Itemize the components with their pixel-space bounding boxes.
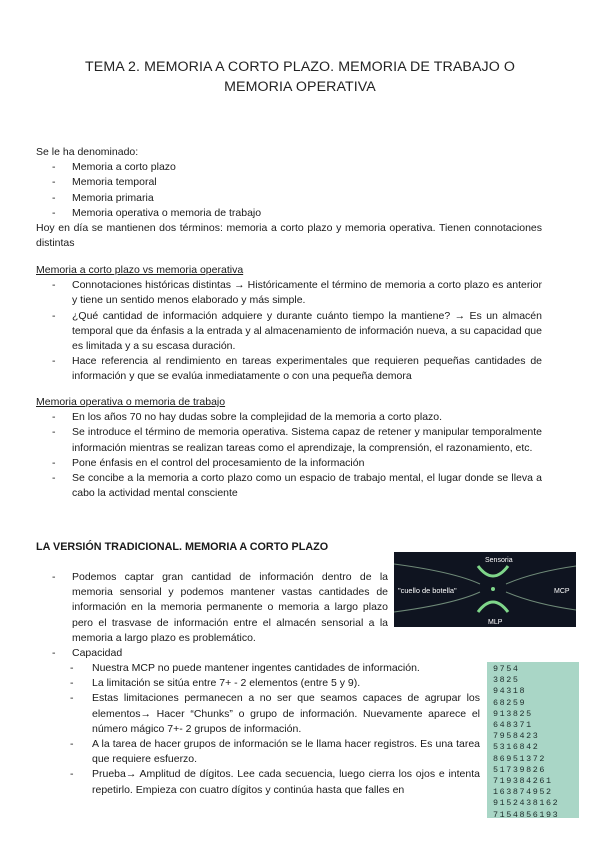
title-line-2: MEMORIA OPERATIVA bbox=[224, 79, 376, 95]
digit-sequence: 648371 bbox=[493, 720, 533, 731]
list-item: - Memoria operativa o memoria de trabajo bbox=[36, 206, 542, 221]
list-item: - A la tarea de hacer grupos de información se le llama hacer registros. Es una tarea que requiere esfuerzo. bbox=[62, 737, 480, 767]
section-memoria-operativa bbox=[36, 395, 542, 501]
digit-sequence: 719384261 bbox=[493, 776, 553, 787]
title-line-1: TEMA 2. MEMORIA A CORTO PLAZO. MEMORIA DE TRABAJO O bbox=[84, 59, 516, 75]
label-mlp: MLP bbox=[488, 619, 503, 626]
digit-sequence: 9754 bbox=[493, 664, 520, 674]
digit-sequence: 163874952 bbox=[493, 787, 553, 798]
list-item: - Estas limitaciones permanecen a no ser que seamos capaces de agrupar los elementos→ Hacer “Chunks” o grupo de información. Nuevamente aparece el número mágico 7+- 2 grupos de información. bbox=[62, 691, 480, 737]
section3-item-2 bbox=[36, 646, 388, 661]
digit-sequence: 913825 bbox=[493, 708, 533, 719]
list-item: - Memoria primaria bbox=[36, 191, 542, 206]
digit-sequence: 68259 bbox=[493, 697, 527, 708]
digit-sequence: 9152438162 bbox=[493, 798, 560, 809]
digit-sequence: 7154856193 bbox=[493, 809, 560, 820]
digit-span-table bbox=[487, 662, 579, 818]
list-item: - Pone énfasis en el control del procesamiento de la información bbox=[36, 456, 542, 471]
list-item: - Prueba→ Amplitud de dígitos. Lee cada secuencia, luego cierra los ojos e intenta repetirlo. Empieza con cuatro dígitos y continúa hasta que falles en bbox=[62, 767, 480, 797]
digit-sequence: 86951372 bbox=[493, 753, 547, 764]
list-item: - Se concibe a la memoria a corto plazo como un espacio de trabajo mental, el lugar donde se lleva a cabo la actividad mental consciente bbox=[36, 471, 542, 501]
section-heading: Memoria a corto plazo vs memoria operativa bbox=[36, 264, 244, 276]
list-item: - ¿Qué cantidad de información adquiere y durante cuánto tiempo la mantiene? → Es un almacén temporal que da énfasis a la entrada y al almacenamiento de información nueva, a su capacidad que es limitada y a su escasa duración. bbox=[36, 309, 542, 355]
section-heading-tradicional: LA VERSIÓN TRADICIONAL. MEMORIA A CORTO PLAZO bbox=[36, 541, 329, 553]
intro-block bbox=[36, 145, 542, 251]
list-item: - Capacidad bbox=[36, 646, 388, 661]
capacidad-sublist bbox=[62, 661, 480, 798]
section3-item-1 bbox=[36, 570, 388, 646]
label-mcp: MCP bbox=[554, 588, 570, 595]
list-item: - Memoria a corto plazo bbox=[36, 160, 542, 175]
label-sensoria: Sensoria bbox=[485, 557, 513, 564]
list-item: - Podemos captar gran cantidad de información dentro de la memoria sensorial y podemos mantener vastas cantidades de información en la memoria permanente o memoria a largo plazo pero el trasvase de información entre el almacén sensorial a la memoria a largo plazo es problemático. bbox=[36, 570, 388, 646]
digit-sequence: 94318 bbox=[493, 686, 527, 697]
section-mcp-vs-operativa bbox=[36, 263, 542, 385]
section1-list bbox=[36, 278, 542, 384]
memory-bottleneck-diagram bbox=[394, 552, 576, 627]
section2-list bbox=[36, 410, 542, 501]
list-item: - Connotaciones históricas distintas → Históricamente el término de memoria a corto plazo es anterior y tiene un sentido menos elaborado y más simple. bbox=[36, 278, 542, 308]
digit-sequence: 7958423 bbox=[493, 731, 540, 742]
label-cuello: "cuello de botella" bbox=[398, 586, 457, 595]
list-item: - La limitación se sitúa entre 7+ - 2 elementos (entre 5 y 9). bbox=[62, 676, 480, 691]
digit-sequence: 5316842 bbox=[493, 742, 540, 753]
bottleneck-illustration bbox=[394, 552, 576, 627]
list-item: - En los años 70 no hay dudas sobre la complejidad de la memoria a corto plazo. bbox=[36, 410, 542, 425]
list-item: - Se introduce el término de memoria operativa. Sistema capaz de retener y manipular temporalmente información mientras se realizan tareas como el aprendizaje, la comprensión, el razonamiento, etc. bbox=[36, 425, 542, 455]
page-title bbox=[50, 57, 550, 97]
list-item: - Hace referencia al rendimiento en tareas experimentales que requieren pequeñas cantidades de información y que se evalúa inmediatamente o con una pequeña demora bbox=[36, 354, 542, 384]
list-item: - Memoria temporal bbox=[36, 175, 542, 190]
digit-sequence: 3825 bbox=[493, 675, 520, 686]
list-item: - Nuestra MCP no puede mantener ingentes cantidades de información. bbox=[62, 661, 480, 676]
intro-list bbox=[36, 160, 542, 221]
intro-paragraph: Hoy en día se mantienen dos términos: memoria a corto plazo y memoria operativa. Tienen connotaciones distintas bbox=[36, 222, 542, 250]
intro-label: Se le ha denominado: bbox=[36, 146, 139, 158]
section-heading: Memoria operativa o memoria de trabajo bbox=[36, 396, 226, 408]
digit-sequence: 51739826 bbox=[493, 764, 547, 775]
